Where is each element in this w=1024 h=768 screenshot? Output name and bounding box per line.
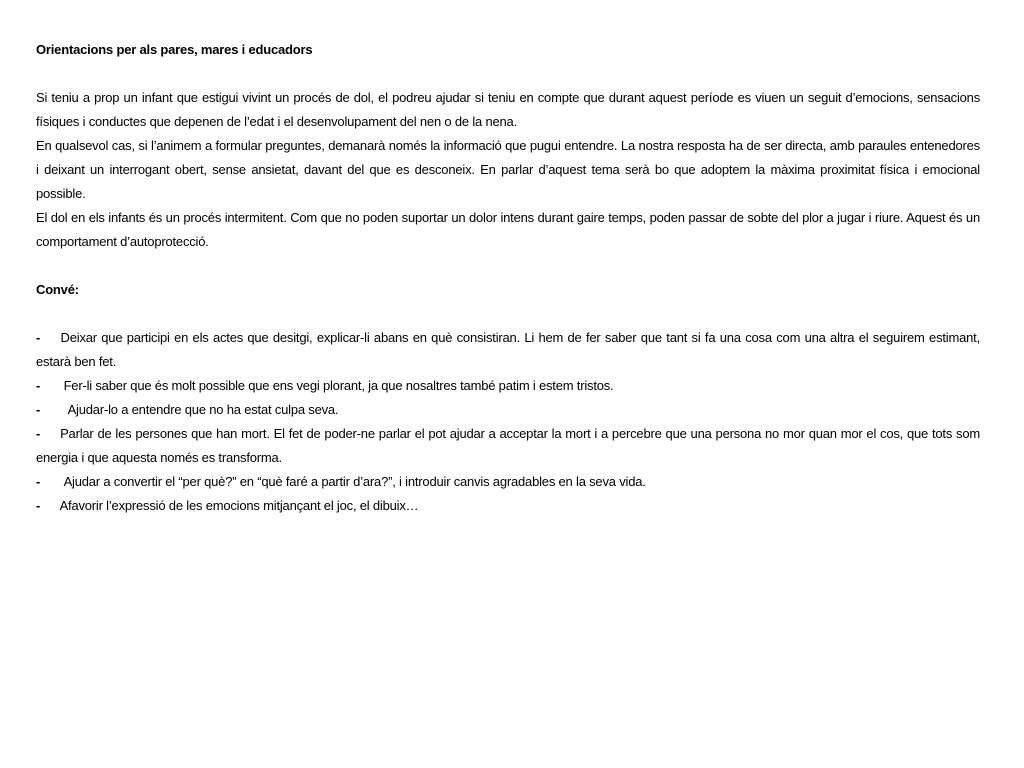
spacer [36, 254, 980, 278]
list-marker: - [36, 474, 41, 489]
list-item [36, 422, 980, 470]
list-item-text: Ajudar-lo a entendre que no ha estat culpa seva. [67, 402, 339, 417]
document-page [36, 38, 980, 518]
list-marker: - [36, 330, 41, 345]
list-marker: - [36, 402, 41, 417]
section-subtitle: Convé: [36, 282, 79, 297]
list-item [36, 374, 980, 398]
paragraph-questions: En qualsevol cas, si l’animem a formular preguntes, demanarà només la informació que pugui entendre. La nostra resposta ha de ser directa, amb paraules entenedores i deixant un interrogant obert, sense ansietat, davant del que es desconeix. En parlar d’aquest tema serà bo que adoptem la màxima proximitat física i emocional possible. [36, 138, 980, 201]
paragraph-grieving-intro: Si teniu a prop un infant que estigui vivint un procés de dol, el podreu ajudar si teniu en compte que durant aquest període es viuen un seguit d’emocions, sensacions físiques i conductes que depenen de l’edat i el desenvolupament del nen o de la nena. [36, 90, 980, 129]
list-item-text: Ajudar a convertir el “per què?” en “què faré a partir d’ara?”, i introduir canvis agradables en la seva vida. [63, 474, 646, 489]
list-marker: - [36, 498, 41, 513]
list-item [36, 470, 980, 494]
list-item [36, 398, 980, 422]
document-title: Orientacions per als pares, mares i educadors [36, 42, 313, 57]
list-item-text: Fer-li saber que és molt possible que ens vegi plorant, ja que nosaltres també patim i estem tristos. [63, 378, 614, 393]
list-item [36, 494, 980, 518]
spacer [36, 302, 980, 326]
recommendations-list [36, 326, 980, 518]
list-item [36, 326, 980, 374]
paragraph-intermittent-grief: El dol en els infants és un procés intermitent. Com que no poden suportar un dolor intens durant gaire temps, poden passar de sobte del plor a jugar i riure. Aquest és un comportament d’autoprotecció. [36, 210, 980, 249]
list-marker: - [36, 426, 41, 441]
list-item-text: Afavorir l’expressió de les emocions mitjançant el joc, el dibuix… [59, 498, 419, 513]
list-item-text: Parlar de les persones que han mort. El fet de poder-ne parlar el pot ajudar a acceptar la mort i a percebre que una persona no mor quan mor el cos, que tots som energia i que aquesta només es transforma. [36, 426, 980, 465]
spacer [36, 62, 980, 86]
list-item-text: Deixar que participi en els actes que desitgi, explicar-li abans en què consistiran. Li hem de fer saber que tant si fa una cosa com una altra el seguirem estimant, estarà ben fet. [36, 330, 980, 369]
list-marker: - [36, 378, 41, 393]
